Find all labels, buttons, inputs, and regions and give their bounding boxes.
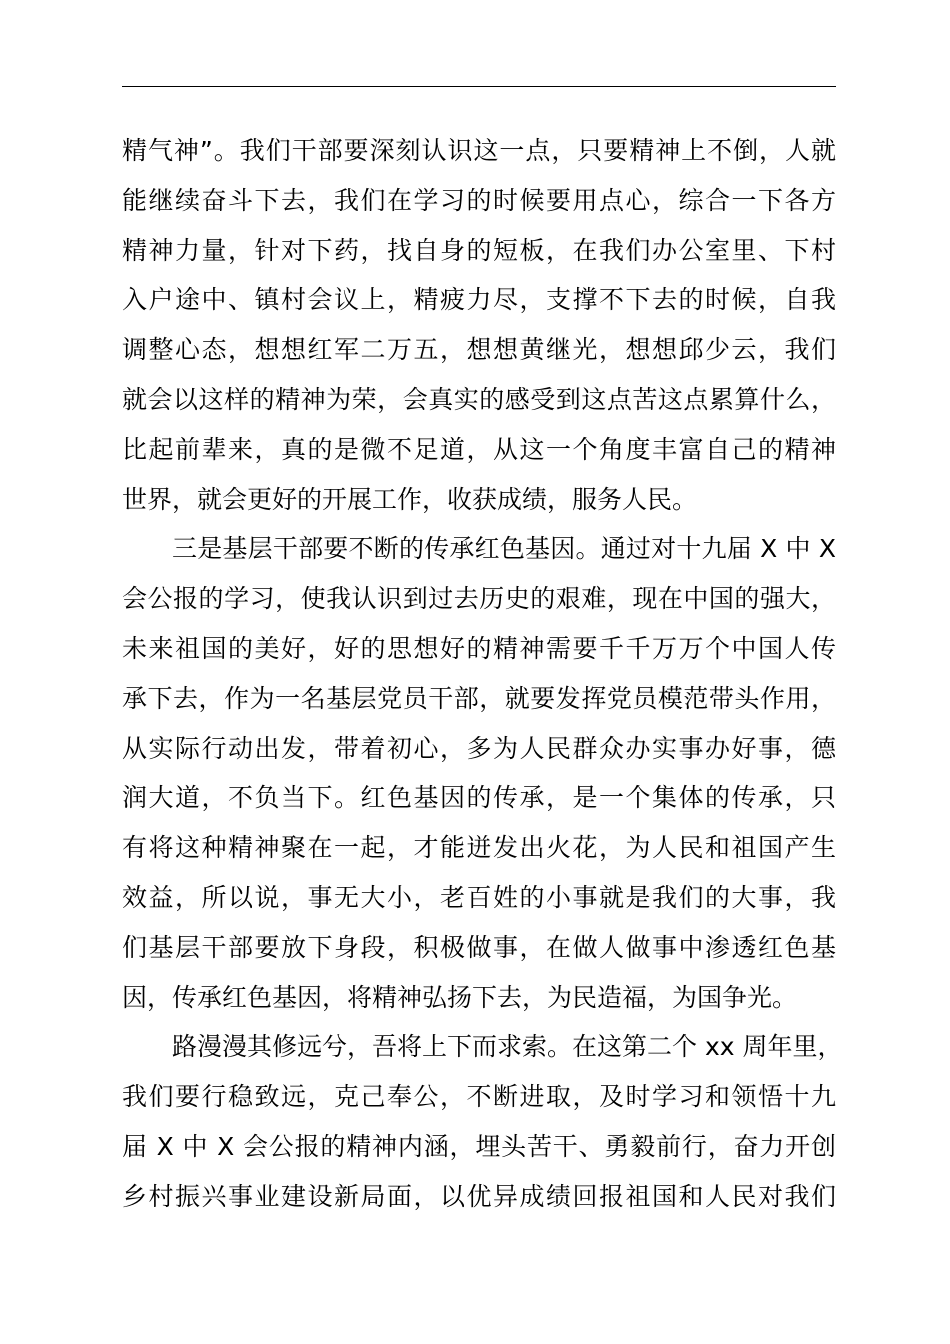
paragraph-2-line-3: 未来祖国的美好，好的思想好的精神需要千千万万个中国人传	[122, 633, 836, 663]
paragraph-2-line-8: 效益，所以说，事无大小，老百姓的小事就是我们的大事，我	[122, 882, 836, 912]
body-text	[122, 126, 843, 1222]
paragraph-1-line-5: 调整心态，想想红军二万五，想想黄继光，想想邱少云，我们	[122, 335, 836, 365]
paragraph-3-line-1: 路漫漫其修远兮，吾将上下而求索。在这第二个 xx 周年里，	[172, 1032, 843, 1062]
paragraph-3-line-3: 届 X 中 X 会公报的精神内涵，埋头苦干、勇毅前行，奋力开创	[122, 1131, 836, 1161]
paragraph-1-line-7: 比起前辈来，真的是微不足道，从这一个角度丰富自己的精神	[122, 434, 836, 464]
paragraph-3-line-4: 乡村振兴事业建设新局面，以优异成绩回报祖国和人民对我们	[122, 1181, 836, 1211]
paragraph-1-line-2: 能继续奋斗下去，我们在学习的时候要用点心，综合一下各方	[122, 185, 836, 215]
paragraph-3-line-2: 我们要行稳致远，克己奉公，不断进取，及时学习和领悟十九	[122, 1082, 836, 1112]
paragraph-2-line-6: 润大道，不负当下。红色基因的传承，是一个集体的传承，只	[122, 783, 836, 813]
paragraph-2-line-10: 因，传承红色基因，将精神弘扬下去，为民造福，为国争光。	[122, 982, 798, 1012]
paragraph-1-line-6: 就会以这样的精神为荣，会真实的感受到这点苦这点累算什么，	[122, 384, 836, 414]
header-rule	[122, 86, 836, 87]
paragraph-1-line-1: 精气神”。我们干部要深刻认识这一点，只要精神上不倒，人就	[122, 136, 836, 165]
paragraph-1-line-8: 世界，就会更好的开展工作，收获成绩，服务人民。	[122, 484, 698, 514]
paragraph-1-line-4: 入户途中、镇村会议上，精疲力尽，支撑不下去的时候，自我	[122, 285, 836, 315]
paragraph-2-line-9: 们基层干部要放下身段，积极做事，在做人做事中渗透红色基	[122, 932, 836, 962]
paragraph-1-line-3: 精神力量，针对下药，找自身的短板，在我们办公室里、下村	[122, 235, 836, 265]
paragraph-2-line-4: 承下去，作为一名基层党员干部，就要发挥党员模范带头作用，	[122, 683, 836, 713]
paragraph-2-line-5: 从实际行动出发，带着初心，多为人民群众办实事办好事，德	[122, 733, 836, 763]
paragraph-2-line-7: 有将这种精神聚在一起，才能迸发出火花，为人民和祖国产生	[122, 833, 836, 863]
paragraph-2-line-2: 会公报的学习，使我认识到过去历史的艰难，现在中国的强大，	[122, 584, 836, 614]
paragraph-2-line-1: 三是基层干部要不断的传承红色基因。通过对十九届 X 中 X	[172, 534, 836, 564]
